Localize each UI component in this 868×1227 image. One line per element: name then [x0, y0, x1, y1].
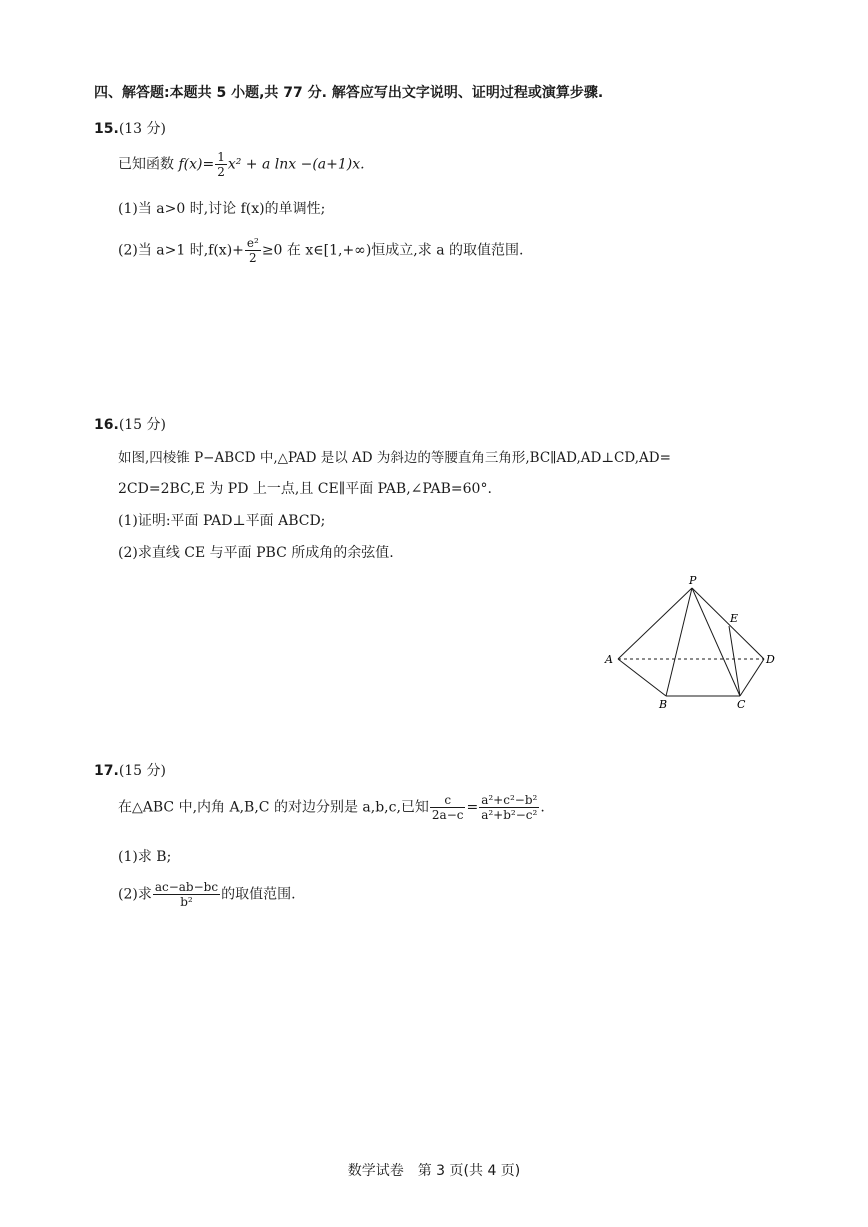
- edge-cd: [740, 659, 764, 696]
- label-b: B: [659, 698, 668, 711]
- q17-equals: =: [466, 799, 479, 816]
- q16-number: 16.: [94, 417, 119, 433]
- q15-number: 15.: [94, 121, 119, 137]
- q17-given-end: .: [540, 799, 545, 816]
- q17-part2-fraction: [153, 880, 220, 909]
- q16-line1: 如图,四棱锥 P−ABCD 中,△PAD 是以 AD 为斜边的等腰直角三角形,BC∥AD,AD⊥CD,AD=: [118, 450, 671, 466]
- q17-part2-frac-den: b²: [180, 895, 193, 909]
- q17-given: [118, 793, 545, 822]
- q17-frac2-den: a²+b²−c²: [481, 808, 538, 822]
- segment-ce: [729, 626, 740, 696]
- q17-part1: (1)求 B;: [118, 849, 172, 865]
- q17-frac1-den: 2a−c: [431, 808, 464, 822]
- q15-part1: (1)当 a>0 时,讨论 f(x)的单调性;: [118, 201, 326, 217]
- q17-part2-frac-num: ac−ab−bc: [154, 880, 219, 894]
- section-title: 四、解答题:本题共 5 小题,共 77 分. 解答应写出文字说明、证明过程或演算步骤.: [94, 85, 604, 101]
- q15-part2-fraction: [245, 236, 261, 265]
- q16-score: (15 分): [118, 417, 167, 433]
- q15-part2-prefix: (2)当 a>1 时,f(x)+: [118, 242, 244, 259]
- q15-given-prefix: 已知函数: [118, 156, 179, 173]
- label-d: D: [766, 653, 775, 666]
- edge-pd: [692, 588, 764, 659]
- label-c: C: [737, 698, 746, 711]
- q15-given-f: f(x)=: [178, 156, 215, 173]
- q15-part2-rest: ≥0 在 x∈[1,+∞)恒成立,求 a 的取值范围.: [261, 242, 524, 259]
- q17-part2: [118, 880, 296, 909]
- q17-frac2-num: a²+c²−b²: [481, 793, 538, 807]
- q17-part2-rest: 的取值范围.: [221, 886, 296, 903]
- label-a: A: [605, 653, 613, 666]
- pyramid-figure: [598, 572, 788, 712]
- q15-part2-frac-den: 2: [249, 251, 257, 265]
- q17-frac1-num: c: [430, 793, 466, 808]
- q16-part2: (2)求直线 CE 与平面 PBC 所成角的余弦值.: [118, 545, 394, 561]
- label-p: P: [689, 574, 697, 587]
- q15-part2-frac-num: e²: [246, 236, 259, 250]
- q15-header: [94, 118, 166, 138]
- q15-frac-den: 2: [217, 165, 225, 179]
- edge-ab: [618, 659, 666, 696]
- q16-line2: 2CD=2BC,E 为 PD 上一点,且 CE∥平面 PAB,∠PAB=60°.: [118, 481, 492, 497]
- q16-part1: (1)证明:平面 PAD⊥平面 ABCD;: [118, 513, 326, 529]
- q17-fraction-2: [479, 793, 539, 822]
- q15-frac-num: 1: [217, 150, 225, 164]
- q15-given-fraction: [215, 150, 227, 179]
- q16-header: [94, 414, 166, 434]
- page-footer: 数学试卷 第 3 页(共 4 页): [347, 1163, 521, 1179]
- edge-pa: [618, 588, 692, 659]
- q15-given: [118, 150, 365, 179]
- edge-pb: [666, 588, 692, 696]
- q15-part2: [118, 236, 523, 265]
- q17-part2-prefix: (2)求: [118, 886, 152, 903]
- label-e: E: [730, 612, 739, 625]
- edge-pc: [692, 588, 740, 696]
- q15-given-rest: x² + a lnx −(a+1)x.: [227, 156, 365, 173]
- q17-header: [94, 760, 166, 780]
- q17-score: (15 分): [118, 763, 167, 779]
- q17-number: 17.: [94, 763, 119, 779]
- q15-score: (13 分): [118, 121, 167, 137]
- q17-fraction-1: [430, 793, 466, 822]
- q17-given-prefix: 在△ABC 中,内角 A,B,C 的对边分别是 a,b,c,已知: [118, 799, 429, 816]
